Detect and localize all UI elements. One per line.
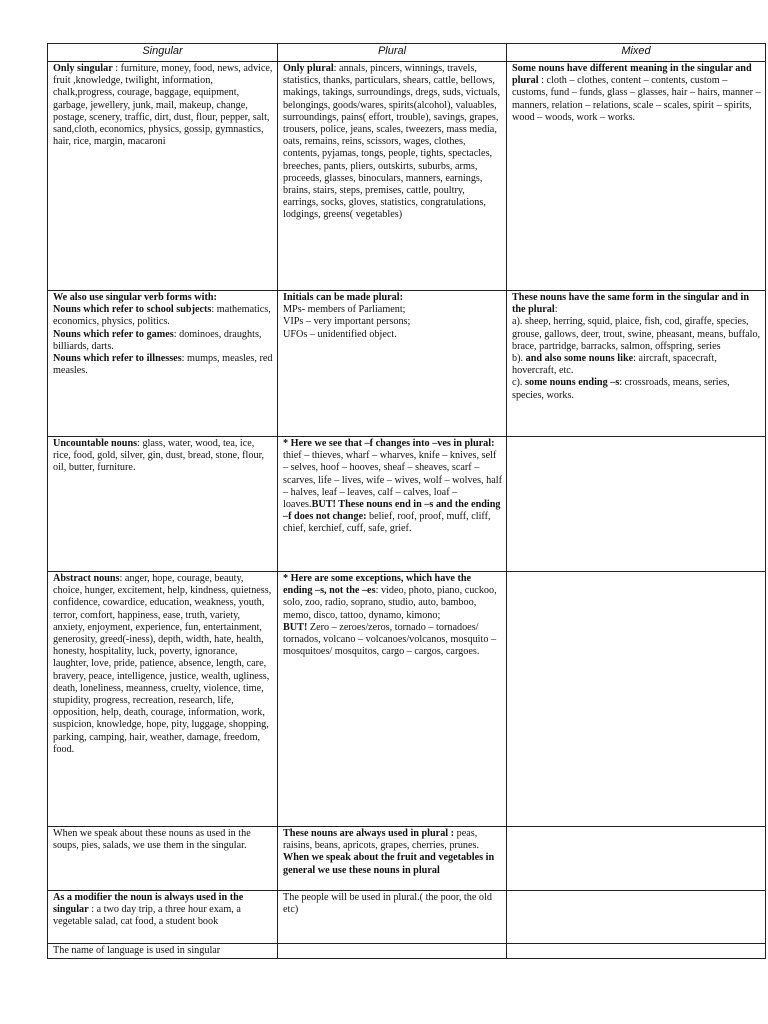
- games-heading: Nouns which refer to games: [53, 328, 174, 340]
- cell-empty: [507, 572, 766, 827]
- always-plural-heading: These nouns are always used in plural :: [283, 828, 455, 839]
- table-row: [48, 827, 766, 891]
- illnesses-heading: Nouns which refer to illnesses: [53, 353, 182, 365]
- different-meaning-heading: Some nouns have different meaning in the singular and plural: [512, 63, 752, 87]
- cell-uncountable: [48, 437, 278, 572]
- uncountable-heading: Uncountable nouns: [53, 438, 138, 449]
- school-subjects-heading: Nouns which refer to school subjects: [53, 304, 212, 316]
- same-form-b-text: : aircraft, spacecraft, hovercraft, etc.: [512, 353, 717, 377]
- only-singular-text: : furniture, money, food, news, advice, fruit ,knowledge, twilight, information, chalk,progress, courage, baggage, equipment, garbage, jewellery, junk, mail, makeup, change, postage, scenery, traffic, dirt, dust, flour, pepper, salt, sand,cloth, economics, physics, gossip, gymnastics, hair, rice, margin, macaroni: [53, 63, 273, 148]
- initials-line-3: UFOs – unidentified object.: [283, 328, 397, 340]
- f-unchanged-heading: BUT! These nouns end in –s and the ending –f does not change:: [283, 499, 501, 523]
- s-exceptions-text: : video, photo, piano, cuckoo, solo, zoo, radio, soprano, studio, auto, bamboo, memo, disco, tattoo, dynamo, kimono;: [283, 585, 497, 621]
- table-row: [48, 437, 766, 572]
- nouns-table: [47, 43, 766, 959]
- same-form-b-heading: and also some nouns like: [525, 353, 634, 365]
- s-exceptions-heading: * Here are some exceptions, which have the ending –s, not the –es: [283, 573, 472, 597]
- cell-initials-plural: [278, 291, 507, 437]
- header-mixed: Mixed: [507, 44, 766, 62]
- initials-heading: Initials can be made plural:: [283, 292, 403, 303]
- only-plural-heading: Only plural: [283, 63, 334, 74]
- same-form-heading: These nouns have the same form in the singular and in the plural: [512, 292, 749, 316]
- cell-f-to-ves: [278, 437, 507, 572]
- cell-soups-pies: When we speak about these nouns as used in the soups, pies, salads, we use them in the singular.: [48, 827, 278, 891]
- f-unchanged-text: belief, roof, proof, muff, cliff, chief, kerchief, cuff, safe, grief.: [283, 511, 491, 535]
- table-row: [48, 572, 766, 827]
- modifier-text: : a two day trip, a three hour exam, a vegetable salad, cat food, a student book: [53, 904, 241, 928]
- fruit-vegetables-note: When we speak about the fruit and vegetables in general we use these nouns in plural: [283, 852, 495, 876]
- same-form-b-prefix: b).: [512, 353, 526, 365]
- cell-modifier: [48, 891, 278, 944]
- same-form-a: a). sheep, herring, squid, plaice, fish, cod, giraffe, species, grouse, gallows, deer, trout, swine, pheasant, means, buffalo, brace, partridge, barracks, salmon, offspring, series: [512, 316, 761, 352]
- singular-verb-heading: We also use singular verb forms with:: [53, 292, 217, 303]
- abstract-heading: Abstract nouns: [53, 573, 120, 584]
- cell-language-name: The name of language is used in singular: [48, 944, 278, 959]
- table-row: [48, 891, 766, 944]
- same-form-b: [512, 353, 761, 377]
- f-to-ves-heading: * Here we see that –f changes into –ves in plural:: [283, 438, 495, 449]
- cell-singular-verb-forms: [48, 291, 278, 437]
- cell-empty: [507, 944, 766, 959]
- cell-only-plural: [278, 62, 507, 291]
- cell-always-plural: [278, 827, 507, 891]
- initials-line-1: MPs- members of Parliament;: [283, 304, 406, 316]
- illnesses-entry: [53, 353, 273, 377]
- only-singular-heading: Only singular: [53, 63, 113, 74]
- same-form-c: [512, 377, 761, 401]
- same-form-c-text: : crossroads, means, series, species, works.: [512, 377, 730, 401]
- header-singular: Singular: [48, 44, 278, 62]
- always-plural-text: peas, raisins, beans, apricots, grapes, cherries, prunes.: [283, 828, 480, 852]
- table-row: [48, 62, 766, 291]
- modifier-heading: As a modifier the noun is always used in the singular: [53, 892, 244, 916]
- header-row: [48, 44, 766, 62]
- same-form-colon: :: [554, 304, 558, 316]
- cell-empty: [507, 891, 766, 944]
- but-text: Zero – zeroes/zeros, tornado – tornadoes/ tornados, volcano – volcanoes/volcanos, mosquito – mosquitoes/ mosquitos, cargo – cargos, cargoes.: [283, 621, 497, 658]
- initials-line-2: VIPs – very important persons;: [283, 316, 411, 328]
- school-subjects-text: : mathematics, economics, physics, politics.: [53, 304, 271, 328]
- school-subjects-entry: [53, 304, 273, 328]
- cell-abstract: [48, 572, 278, 827]
- same-form-c-heading: some nouns ending –s: [525, 377, 620, 389]
- illnesses-text: : mumps, measles, red measles.: [53, 353, 273, 377]
- but-heading: BUT!: [283, 621, 308, 633]
- cell-empty: [507, 827, 766, 891]
- uncountable-text: : glass, water, wood, tea, ice, rice, food, gold, silver, gin, dust, bread, stone, flour, oil, butter, furniture.: [53, 438, 265, 474]
- cell-different-meaning: [507, 62, 766, 291]
- games-text: : dominoes, draughts, billiards, darts.: [53, 328, 262, 352]
- cell-empty: [507, 437, 766, 572]
- cell-only-singular: [48, 62, 278, 291]
- different-meaning-text: : cloth – clothes, content – contents, custom – customs, fund – funds, glass – glasses, hair – hairs, manner – manners, relation – relations, scale – scales, spirit – spirits, wood – woods, work – works.: [512, 75, 761, 123]
- only-plural-text: : annals, pincers, winnings, travels, statistics, thanks, particulars, shears, cattle, bellows, makings, takings, surroundings, dregs, suds, victuals, belongings, goods/wares, spirits(alcohol), valuables, surroundings, pains( effort, trouble), savings, grapes, trousers, police, jeans, scales, tweezers, mass media, oats, remains, reins, scissors, wages, clothes, contents, pyjamas, tongs, people, tights, spectacles, breeches, pants, pliers, outskirts, suburbs, arms, proceeds, glasses, binoculars, manners, earnings, brains, stairs, steps, premises, cattle, poultry, earrings, socks, gloves, statistics, congratulations, lodgings, greens( vegetables): [283, 63, 501, 221]
- same-form-c-prefix: c).: [512, 377, 526, 389]
- cell-same-form: [507, 291, 766, 437]
- abstract-text: : anger, hope, courage, beauty, choice, hunger, excitement, help, kindness, quietness, confidence, cowardice, education, weakness, youth, terror, comfort, happiness, ease, truth, variety, anxiety, enjoyment, experience, fun, entertainment, generosity, greed(-iness), depth, width, hate, health, honesty, hospitality, luck, poverty, ignorance, laughter, love, pride, patience, absence, length, care, bravery, peace, intelligence, justice, wealth, ugliness, death, loneliness, meanness, cruelty, violence, time, stupidity, progress, recreation, research, life, opposition, help, death, courage, information, work, suspicion, knowledge, hope, pity, luggage, shopping, parking, camping, hair, weather, damage, freedom, food.: [53, 573, 272, 755]
- f-to-ves-text: thief – thieves, wharf – wharves, knife – knives, self – selves, hoof – hooves, sheaf – sheaves, scarf – scarves, life – lives, wife – wives, wolf – wolves, half – halves, leaf – leaves, calf – calves, loaf – loaves.: [283, 450, 502, 511]
- cell-s-exceptions: [278, 572, 507, 827]
- same-form-entry: [512, 292, 761, 316]
- cell-empty: [278, 944, 507, 959]
- games-entry: [53, 329, 273, 353]
- header-plural: Plural: [278, 44, 507, 62]
- cell-the-people: The people will be used in plural.( the poor, the old etc): [278, 891, 507, 944]
- table-row: [48, 291, 766, 437]
- table-row: [48, 944, 766, 959]
